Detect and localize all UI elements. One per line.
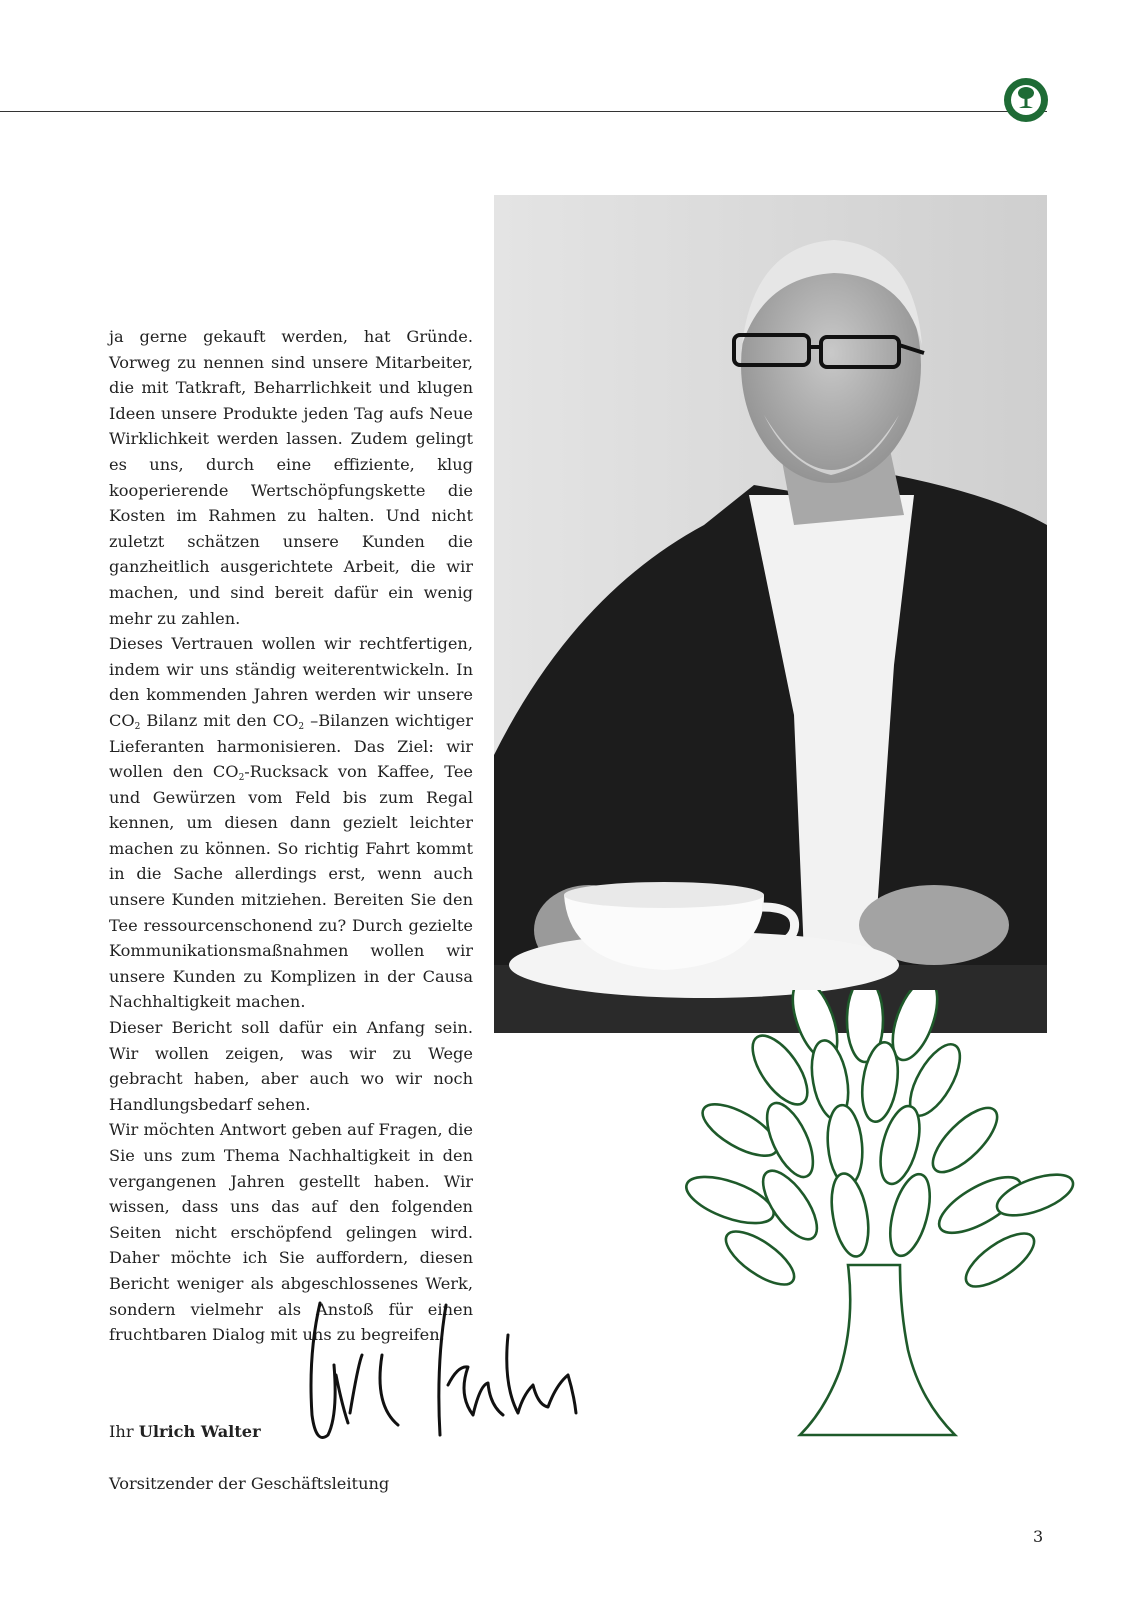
header-rule: [0, 111, 1047, 112]
paragraph-1: ja gerne gekauft werden, hat Gründe. Vorweg zu nennen sind unsere Mitarbeiter, die mit Tatkraft, Beharrlichkeit und klugen Ideen unsere Produkte jeden Tag aufs Neue Wirklichkeit werden lassen. Zudem gelingt es uns, durch eine effiziente, klug kooperierende Wertschöpfungskette die Kosten im Rahmen zu halten. Und nicht zuletzt schätzen unsere Kunden die ganzheitlich ausgerichtete Arbeit, die wir machen, und sind bereit dafür ein wenig mehr zu zahlen.: [109, 327, 473, 628]
paragraph-2: Dieses Vertrauen wollen wir rechtfertigen, indem wir uns ständig weiterentwickeln. In den kommenden Jahren werden wir unsere $CO_2$ Bilanz mit den $CO_2$ –Bilanzen wichtiger Lieferanten harmonisieren. Das Ziel: wir wollen den $CO_2$-Rucksack von Kaffee, Tee und Gewürzen vom Feld bis zum Regal kennen, um diesen dann gezielt leichter machen zu können. So richtig Fahrt kommt in die Sache allerdings erst, wenn auch unsere Kunden mitziehen. Bereiten Sie den Tee ressourcenschonend zu? Durch gezielte Kommunikationsmaßnahmen wollen wir unsere Kunden zu Komplizen in der Causa Nachhaltigkeit machen.: [109, 634, 474, 1012]
letter-body: [109, 324, 473, 1348]
tree-illustration: [680, 990, 1090, 1460]
signer-role: Vorsitzender der Geschäftsleitung: [109, 1474, 390, 1493]
page-number: 3: [1033, 1527, 1044, 1546]
paragraph-4: Wir möchten Antwort geben auf Fragen, die Sie uns zum Thema Nachhaltigkeit in den vergangenen Jahren gestellt haben. Wir wissen, dass uns das auf den folgenden Seiten nicht erschöpfend gelingen wird. Daher möchte ich Sie auffordern, diesen Bericht weniger als abgeschlossenes Werk, sondern vielmehr als Anstoß für einen fruchtbaren Dialog mit uns zu begreifen.: [109, 1120, 473, 1345]
paragraph-3: Dieser Bericht soll dafür ein Anfang sein. Wir wollen zeigen, was wir zu Wege gebracht haben, aber auch wo wir noch Handlungsbedarf sehen.: [109, 1018, 473, 1114]
portrait-photo: [494, 195, 1047, 1033]
handwritten-signature: [298, 1295, 598, 1465]
signer-name: Ulrich Walter: [138, 1422, 261, 1441]
lebensbaum-logo: [1003, 77, 1049, 123]
salutation: Ihr: [109, 1422, 134, 1441]
signature-line: [109, 1422, 261, 1441]
